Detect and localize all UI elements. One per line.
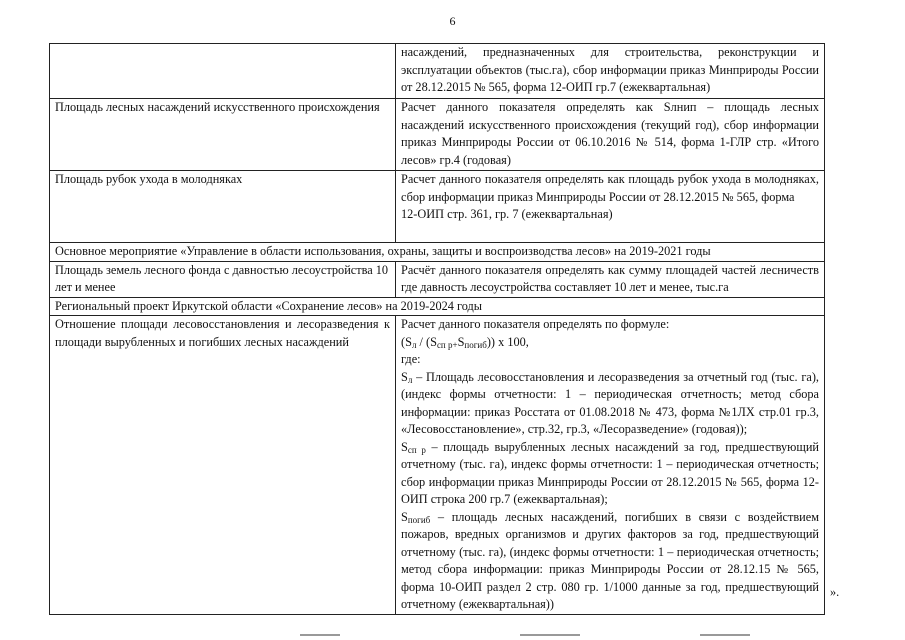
calculation-method-cell: Расчет данного показателя определять как Sлнип – площадь лесных насаждений искусственного происхождения (текущий год), сбор информации приказ Минприроды России от 06.10.2016 № 514, форма 1-ГЛР стр. «Итого лесов» гр.4 (годовая): [396, 99, 825, 171]
table-row: [50, 261, 825, 297]
variable-definition: $S_л$ – Площадь лесовосстановления и лесоразведения за отчетный год (тыс. га), (индекс формы отчетности: 1 – периодическая отчетность; метод сбора информации: приказ Росстата от 01.08.2018 № 473, форма №1ЛХ стр.01 гр.3, «Лесовосстановление», стр.32, гр.3, «Лесоразведение» (годовая));: [401, 369, 819, 436]
calculation-method-cell: [396, 171, 825, 243]
indicator-name-cell: Отношение площади лесовосстановления и лесоразведения к площади вырубленных и погибших лесных насаждений: [50, 316, 396, 615]
formula: $(S_л / (S_{сп р+}S_{погиб}))$ x 100,: [401, 334, 529, 350]
section-header-regional-project: Региональный проект Иркутской области «Сохранение лесов» на 2019-2024 годы: [50, 297, 825, 316]
indicator-name-cell: [50, 44, 396, 99]
formula-where: где:: [401, 352, 421, 366]
calculation-text: 12-ОИП стр. 361, гр. 7 (ежеквартальная): [401, 207, 613, 221]
table-row: [50, 44, 825, 99]
calculation-text: Расчет данного показателя определять как площадь рубок ухода в молодняках, сбор информации приказ Минприроды России от 28.12.2015 № 565, форма: [401, 172, 819, 204]
section-header-row: [50, 297, 825, 316]
section-header-row: [50, 243, 825, 262]
calculation-method-cell: Расчёт данного показателя определять как сумму площадей частей лесничеств где давность лесоустройства составляет 10 лет и менее, тыс.га: [396, 261, 825, 297]
indicator-name-cell: Площадь земель лесного фонда с давностью лесоустройства 10 лет и менее: [50, 261, 396, 297]
calculation-method-cell: [396, 316, 825, 615]
scan-edge-mark: [520, 634, 580, 636]
variable-definition: $S_{сп р}$ – площадь вырубленных лесных насаждений за год, предшествующий отчетному (тыс. га), индекс формы отчетности: 1 – периодическая отчетность; сбор информации приказ Минприроды России от 28.12.2015 № 565, форма 12-ОИП строка 200 гр.7 (ежеквартальная);: [401, 439, 819, 506]
section-header-main-activity: Основное мероприятие «Управление в области использования, охраны, защиты и воспроизводства лесов» на 2019-2021 годы: [50, 243, 825, 262]
table-row: [50, 99, 825, 171]
variable-definition: $S_{погиб}$ – площадь лесных насаждений, погибших в связи с воздействием пожаров, вредных организмов и других факторов за год, предшествующий отчетному (тыс. га), (индекс формы отчетности: 1 – периодическая отчетность; метод сбора информации: приказ Минприроды России от 28.12.15 № 565, форма 10-ОИП раздел 2 стр. 080 гр. 1/1000 данные за год, предшествующий отчетному (ежеквартальная)): [401, 509, 819, 611]
closing-quote-mark: ».: [830, 585, 840, 599]
formula-intro: Расчет данного показателя определять по формуле:: [401, 317, 670, 331]
table-row: [50, 171, 825, 243]
indicator-name-cell: Площадь рубок ухода в молодняках: [50, 171, 396, 243]
page-number: 6: [449, 14, 456, 28]
indicator-table: [49, 43, 825, 615]
scan-edge-mark: [700, 634, 750, 636]
scan-edge-mark: [300, 634, 340, 636]
calculation-method-cell: насаждений, предназначенных для строительства, реконструкции и эксплуатации объектов (тыс.га), сбор информации приказ Минприроды России от 28.12.2015 № 565, форма 12-ОИП гр.7 (ежеквартальная): [396, 44, 825, 99]
table-row: [50, 316, 825, 615]
indicator-name-cell: Площадь лесных насаждений искусственного происхождения: [50, 99, 396, 171]
